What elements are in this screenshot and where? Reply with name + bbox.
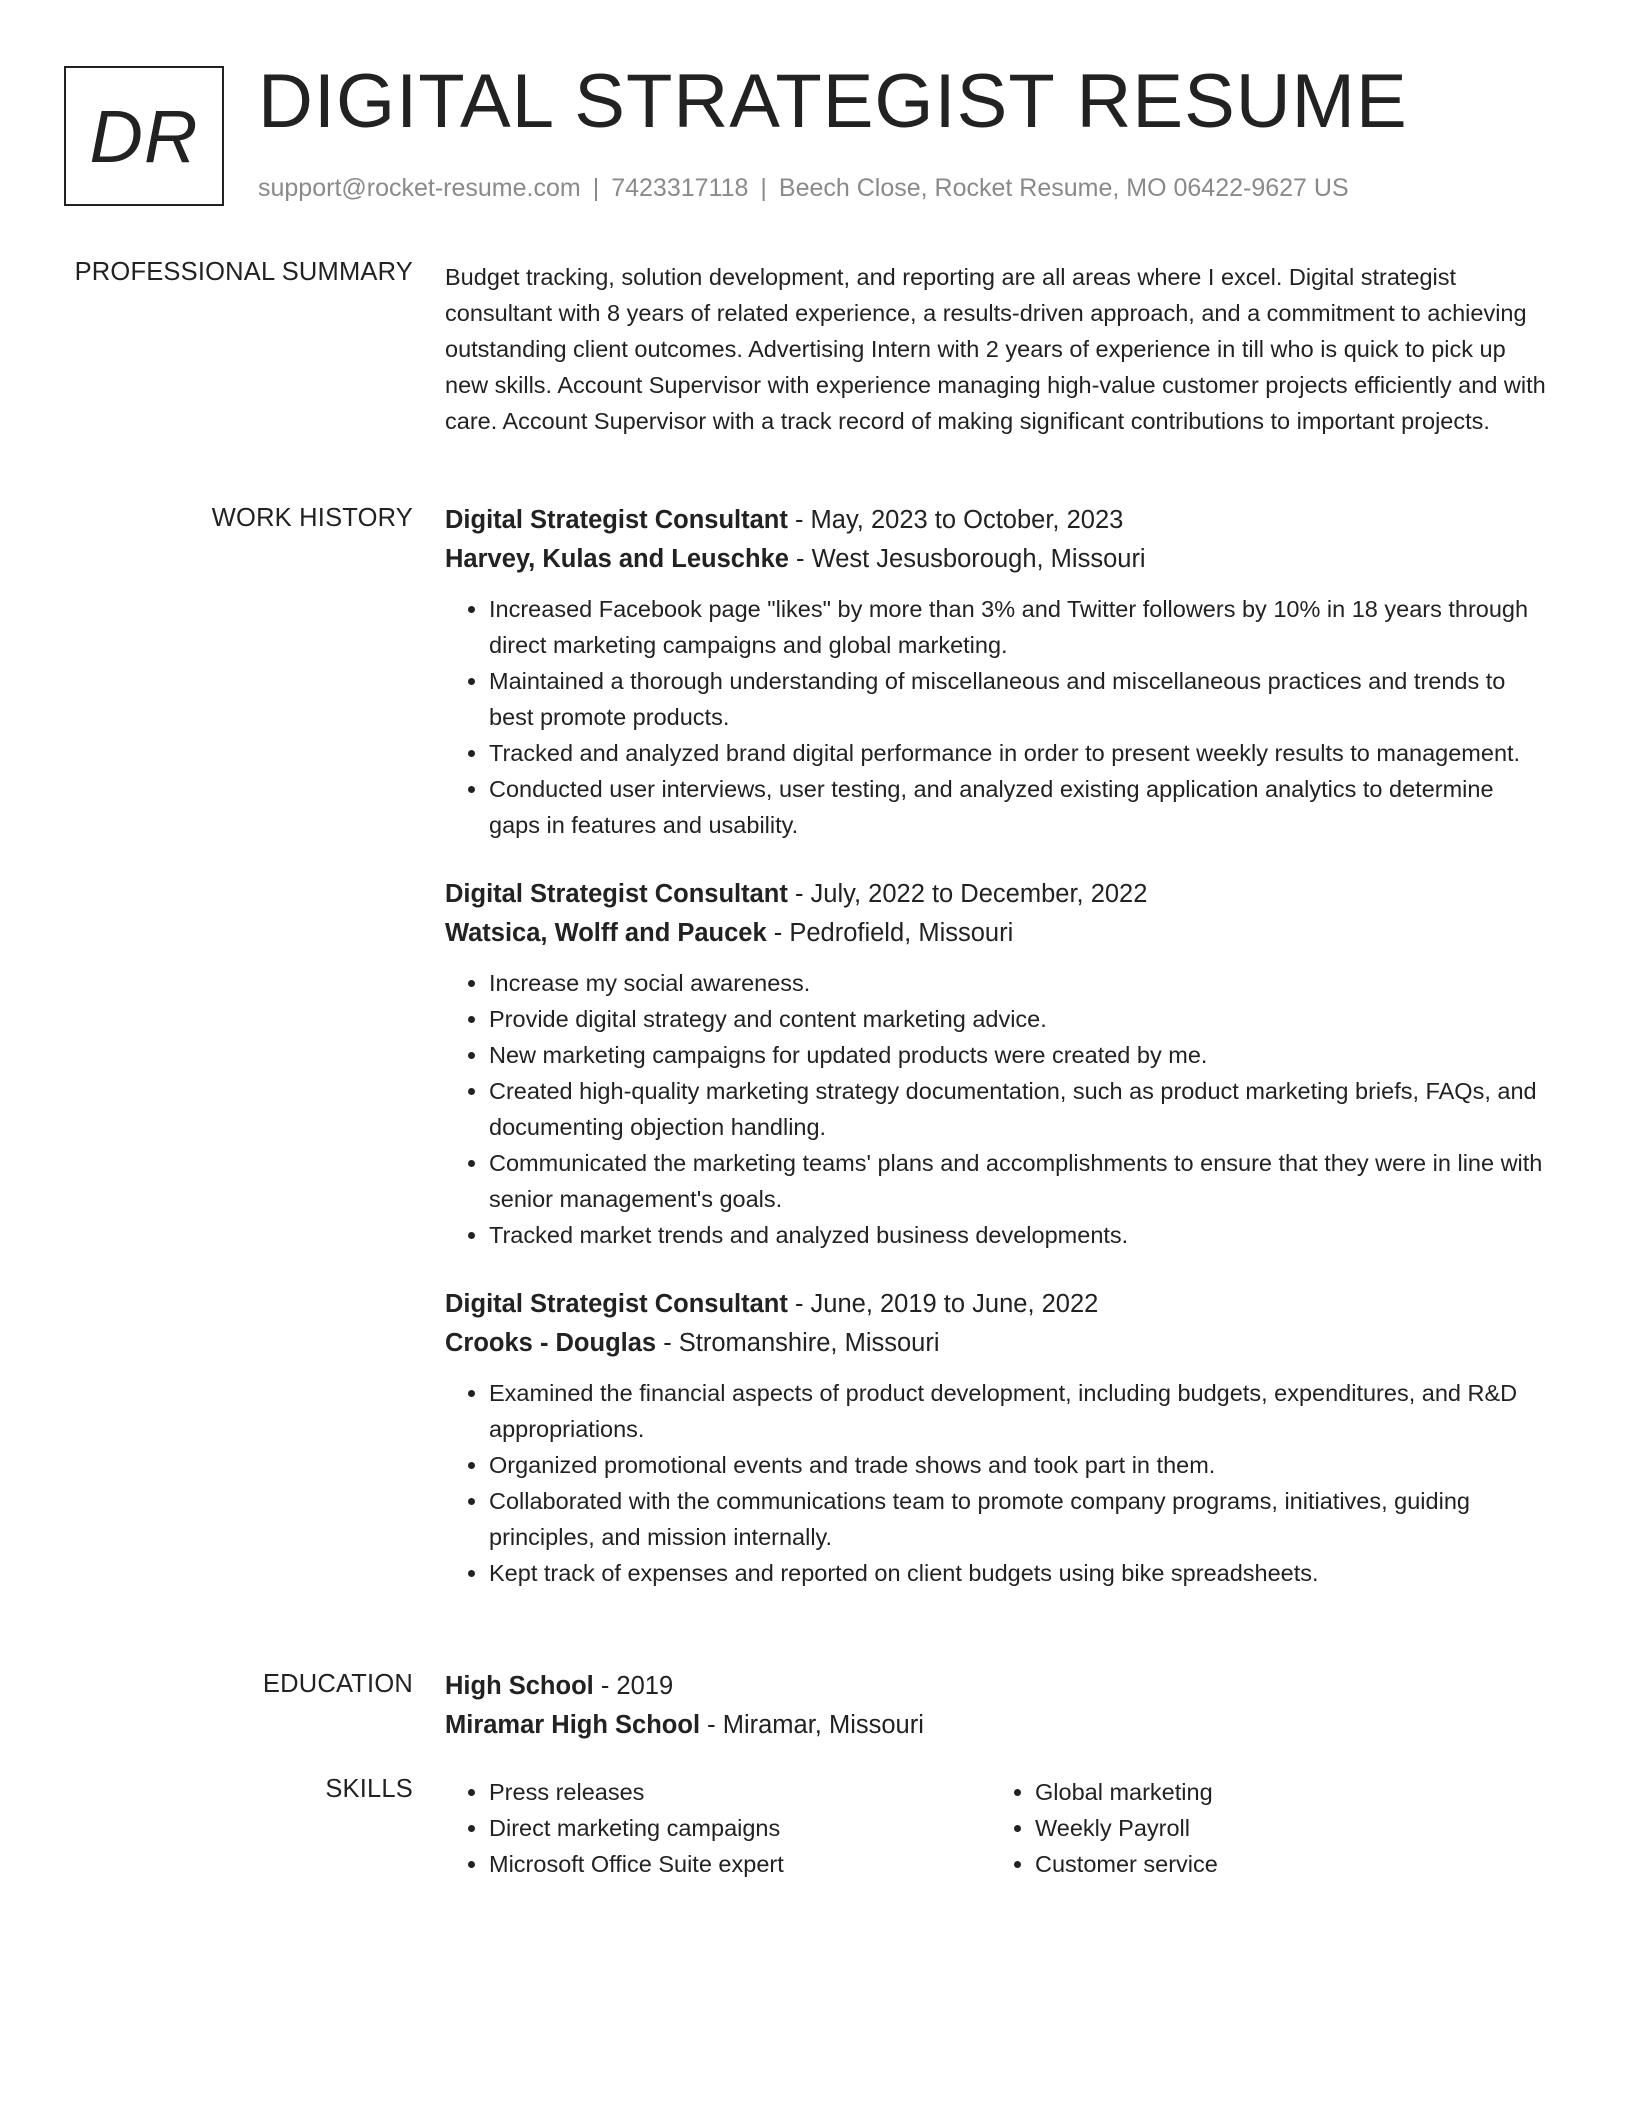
job-entry — [445, 1285, 1550, 1591]
job-company: Harvey, Kulas and Leuschke — [445, 545, 789, 573]
contact-line — [258, 174, 1349, 203]
job-company-line — [445, 914, 1550, 953]
job-company-line — [445, 1324, 1550, 1363]
skill-item: • Direct marketing campaigns — [489, 1810, 991, 1846]
skill-item: • Press releases — [489, 1774, 991, 1810]
job-bullet: • Increase my social awareness. — [489, 965, 1550, 1001]
job-bullet: • Increased Facebook page "likes" by more than 3% and Twitter followers by 10% in 18 years through direct marketing campaigns and global marketing. — [489, 591, 1550, 663]
skills-list-left — [445, 1774, 991, 1882]
contact-separator: | — [592, 174, 600, 202]
contact-separator: | — [760, 174, 767, 202]
work-history-heading: WORK HISTORY — [211, 504, 413, 532]
skills-list-right — [991, 1774, 1218, 1882]
education-degree-line — [445, 1667, 1550, 1706]
job-location: - West Jesusborough, Missouri — [788, 545, 1146, 573]
job-bullet: • Tracked market trends and analyzed business developments. — [489, 1217, 1550, 1253]
skill-item: • Weekly Payroll — [1035, 1810, 1218, 1846]
skill-item: • Microsoft Office Suite expert — [489, 1846, 991, 1882]
job-title: Digital Strategist Consultant — [445, 880, 788, 908]
job-company: Crooks - Douglas — [445, 1329, 657, 1357]
job-bullet: • Provide digital strategy and content marketing advice. — [489, 1001, 1550, 1037]
contact-address: Beech Close, Rocket Resume, MO 06422-9627 US — [778, 174, 1349, 202]
job-title: Digital Strategist Consultant — [445, 1290, 788, 1318]
skill-item: • Customer service — [1035, 1846, 1218, 1882]
monogram-initials: DR — [89, 94, 199, 178]
job-company-line — [445, 540, 1550, 579]
job-entry — [445, 501, 1550, 843]
education-year: - 2019 — [593, 1672, 674, 1700]
job-bullets — [445, 1375, 1550, 1591]
job-dates: - July, 2022 to December, 2022 — [787, 880, 1148, 908]
summary-body — [445, 259, 1550, 439]
job-dates: - May, 2023 to October, 2023 — [787, 506, 1124, 534]
job-location: - Stromanshire, Missouri — [656, 1329, 940, 1357]
education-degree: High School — [445, 1672, 594, 1700]
job-title-line — [445, 501, 1550, 540]
skills-columns — [445, 1774, 1550, 1882]
monogram-box — [64, 66, 224, 206]
job-bullet: • Organized promotional events and trade shows and took part in them. — [489, 1447, 1550, 1483]
skill-item: • Global marketing — [1035, 1774, 1218, 1810]
resume-title: DIGITAL STRATEGIST RESUME — [258, 59, 1408, 144]
contact-phone[interactable]: 7423317118 — [611, 174, 749, 202]
job-bullet: • Collaborated with the communications team to promote company programs, initiatives, guiding principles, and mission internally. — [489, 1483, 1550, 1555]
job-bullet: • Maintained a thorough understanding of miscellaneous and miscellaneous practices and trends to best promote products. — [489, 663, 1550, 735]
job-title-line — [445, 1285, 1550, 1324]
contact-email[interactable]: support@rocket-resume.com — [258, 174, 581, 202]
education-school-line — [445, 1706, 1550, 1745]
summary-text: Budget tracking, solution development, and reporting are all areas where I excel. Digital strategist consultant with 8 years of related experience, a results-driven approach, and a commitment to achieving outstanding client outcomes. Advertising Intern with 2 years of experience in till who is quick to pick up new skills. Account Supervisor with experience managing high-value customer projects efficiently and with care. Account Supervisor with a track record of making significant contributions to important projects. — [445, 264, 1546, 434]
education-school: Miramar High School — [445, 1711, 701, 1739]
education-location: - Miramar, Missouri — [700, 1711, 924, 1739]
skills-heading: SKILLS — [325, 1775, 413, 1803]
job-dates: - June, 2019 to June, 2022 — [787, 1290, 1099, 1318]
job-bullets — [445, 591, 1550, 843]
job-entry — [445, 875, 1550, 1253]
job-bullet: • New marketing campaigns for updated products were created by me. — [489, 1037, 1550, 1073]
skills-column-right — [991, 1774, 1218, 1882]
skills-body — [445, 1774, 1550, 1882]
skills-column-left — [445, 1774, 991, 1882]
job-company: Watsica, Wolff and Paucek — [445, 919, 767, 947]
job-bullet: • Communicated the marketing teams' plans and accomplishments to ensure that they were in line with senior management's goals. — [489, 1145, 1550, 1217]
job-title-line — [445, 875, 1550, 914]
job-title: Digital Strategist Consultant — [445, 506, 788, 534]
job-bullet: • Created high-quality marketing strategy documentation, such as product marketing briefs, FAQs, and documenting objection handling. — [489, 1073, 1550, 1145]
job-bullet: • Examined the financial aspects of product development, including budgets, expenditures, and R&D appropriations. — [489, 1375, 1550, 1447]
job-bullets — [445, 965, 1550, 1253]
summary-heading: PROFESSIONAL SUMMARY — [74, 258, 413, 286]
education-body — [445, 1667, 1550, 1745]
job-bullet: • Conducted user interviews, user testing, and analyzed existing application analytics to determine gaps in features and usability. — [489, 771, 1550, 843]
job-bullet: • Kept track of expenses and reported on client budgets using bike spreadsheets. — [489, 1555, 1550, 1591]
job-location: - Pedrofield, Missouri — [766, 919, 1014, 947]
job-bullet: • Tracked and analyzed brand digital performance in order to present weekly results to management. — [489, 735, 1550, 771]
education-heading: EDUCATION — [262, 1670, 413, 1698]
work-history-body — [445, 501, 1550, 1591]
